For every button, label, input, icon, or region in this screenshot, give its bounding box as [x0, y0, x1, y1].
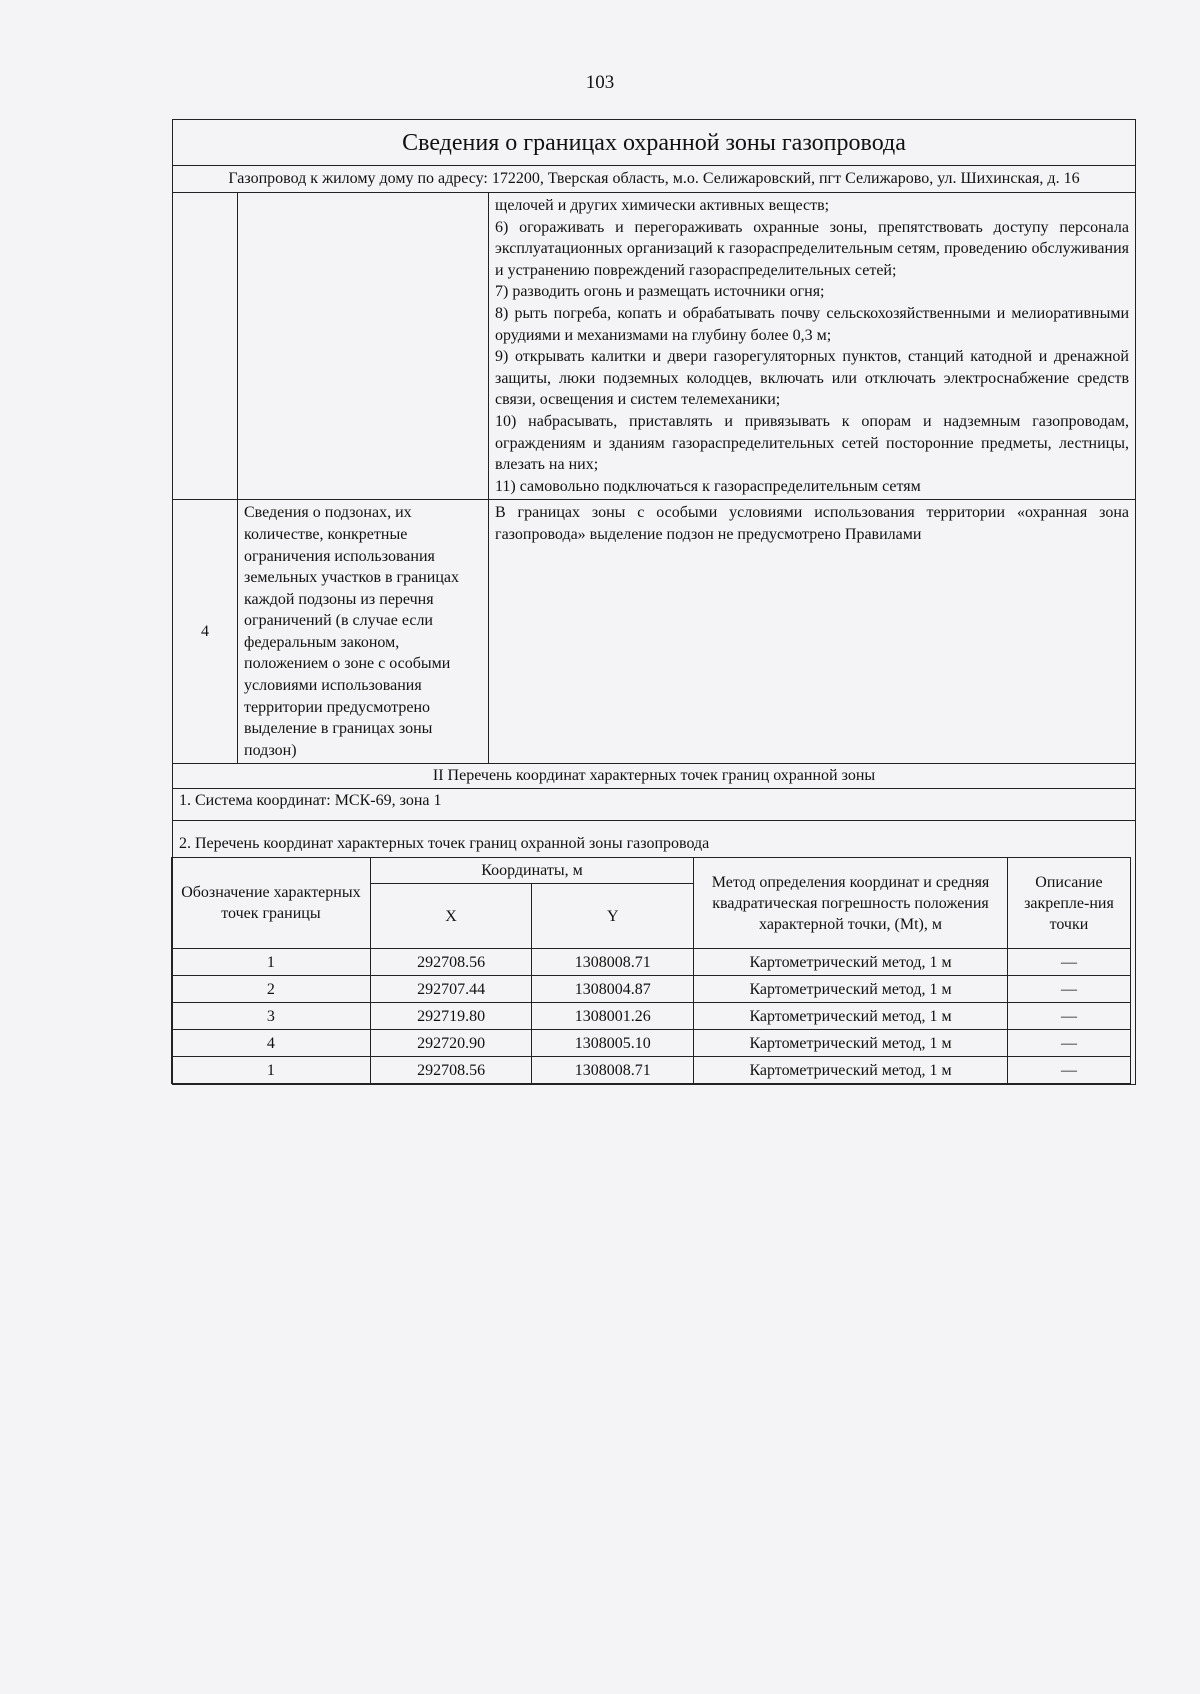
- coordinates-table: [171, 857, 1131, 1084]
- table-row: [172, 976, 1131, 1003]
- page-number: 103: [585, 72, 615, 93]
- row-number-cell: 4: [173, 500, 238, 764]
- header-coordinates: Координаты, м: [370, 858, 693, 884]
- point-description: —: [1007, 1057, 1130, 1084]
- point-y: 1308004.87: [532, 976, 694, 1003]
- row-number-cell: [173, 193, 238, 500]
- table-row: [172, 1057, 1131, 1084]
- restrictions-list-cell: [489, 193, 1136, 500]
- point-method: Картометрический метод, 1 м: [694, 1003, 1008, 1030]
- point-number: 3: [172, 1003, 371, 1030]
- header-x: X: [370, 884, 532, 949]
- point-method: Картометрический метод, 1 м: [694, 949, 1008, 976]
- point-y: 1308001.26: [532, 1003, 694, 1030]
- point-y: 1308008.71: [532, 1057, 694, 1084]
- header-y: Y: [532, 884, 694, 949]
- restriction-item: 11) самовольно подключаться к газораспределительным сетям: [495, 477, 921, 495]
- restriction-item: 8) рыть погреба, копать и обрабатывать почву сельскохозяйственными и мелиоративными орудиями и механизмами на глубину более 0,3 м;: [495, 304, 1129, 344]
- point-x: 292720.90: [370, 1030, 532, 1057]
- point-number: 1: [172, 1057, 371, 1084]
- gas-pipeline-address: Газопровод к жилому дому по адресу: 172200, Тверская область, м.о. Селижаровский, пгт Селижарово, ул. Шихинская, д. 16: [173, 166, 1135, 193]
- row-name-cell: Сведения о подзонах, их количестве, конкретные ограничения использования земельных участков в границах каждой подзоны из перечня ограничений (в случае если федеральным законом, положением о зоне с особыми условиями использования территории предусмотрено выделение в границах зоны подзон): [238, 500, 489, 764]
- point-x: 292719.80: [370, 1003, 532, 1030]
- point-method: Картометрический метод, 1 м: [694, 976, 1008, 1003]
- point-x: 292708.56: [370, 949, 532, 976]
- restriction-item: 10) набрасывать, приставлять и привязывать к опорам и надземным газопроводам, ограждениям и зданиям газораспределительных сетей посторонние предметы, лестницы, влезать на них;: [495, 412, 1129, 474]
- point-method: Картометрический метод, 1 м: [694, 1057, 1008, 1084]
- point-number: 4: [172, 1030, 371, 1057]
- restriction-item: 9) открывать калитки и двери газорегуляторных пунктов, станций катодной и дренажной защиты, люки подземных колодцев, включать или отключать электроснабжение средств связи, освещения и систем телемеханики;: [495, 348, 1129, 409]
- row-name-cell: [238, 193, 489, 500]
- coordinates-list-title: 2. Перечень координат характерных точек границ охранной зоны газопровода: [179, 835, 710, 853]
- header-method: Метод определения координат и средняя квадратическая погрешность положения характерной точки, (Mt), м: [694, 858, 1008, 949]
- point-description: —: [1007, 1030, 1130, 1057]
- restriction-item: 7) разводить огонь и размещать источники огня;: [495, 283, 825, 301]
- table-row: [173, 193, 1135, 500]
- document-title: Сведения о границах охранной зоны газопровода: [173, 120, 1135, 166]
- point-y: 1308005.10: [532, 1030, 694, 1057]
- point-description: —: [1007, 949, 1130, 976]
- point-x: 292708.56: [370, 1057, 532, 1084]
- header-description: Описание закрепле-ния точки: [1007, 858, 1130, 949]
- table-row: [172, 1030, 1131, 1057]
- table-row: [173, 500, 1135, 764]
- point-number: 1: [172, 949, 371, 976]
- point-number: 2: [172, 976, 371, 1003]
- table-row: [172, 1003, 1131, 1030]
- restriction-item: 6) огораживать и перегораживать охранные зоны, препятствовать доступу персонала эксплуатационных организаций к газораспределительным сетям, проведению обслуживания и устранению повреждений газораспределительных сетей;: [495, 218, 1129, 279]
- document-frame: [172, 119, 1136, 1085]
- coordinates-header-row: [172, 858, 1131, 884]
- coordinate-system: 1. Система координат: МСК-69, зона 1: [173, 789, 1135, 821]
- header-designation: Обозначение характерных точек границы: [172, 858, 371, 949]
- restriction-item: щелочей и других химически активных веществ;: [495, 197, 830, 214]
- point-method: Картометрический метод, 1 м: [694, 1030, 1008, 1057]
- point-y: 1308008.71: [532, 949, 694, 976]
- point-description: —: [1007, 976, 1130, 1003]
- subzones-text-cell: В границах зоны с особыми условиями использования территории «охранная зона газопровода» выделение подзон не предусмотрено Правилами: [489, 500, 1136, 764]
- point-description: —: [1007, 1003, 1130, 1030]
- zone-info-table: [173, 193, 1135, 764]
- table-row: [172, 949, 1131, 976]
- point-x: 292707.44: [370, 976, 532, 1003]
- section-2-title: II Перечень координат характерных точек границ охранной зоны: [173, 764, 1135, 789]
